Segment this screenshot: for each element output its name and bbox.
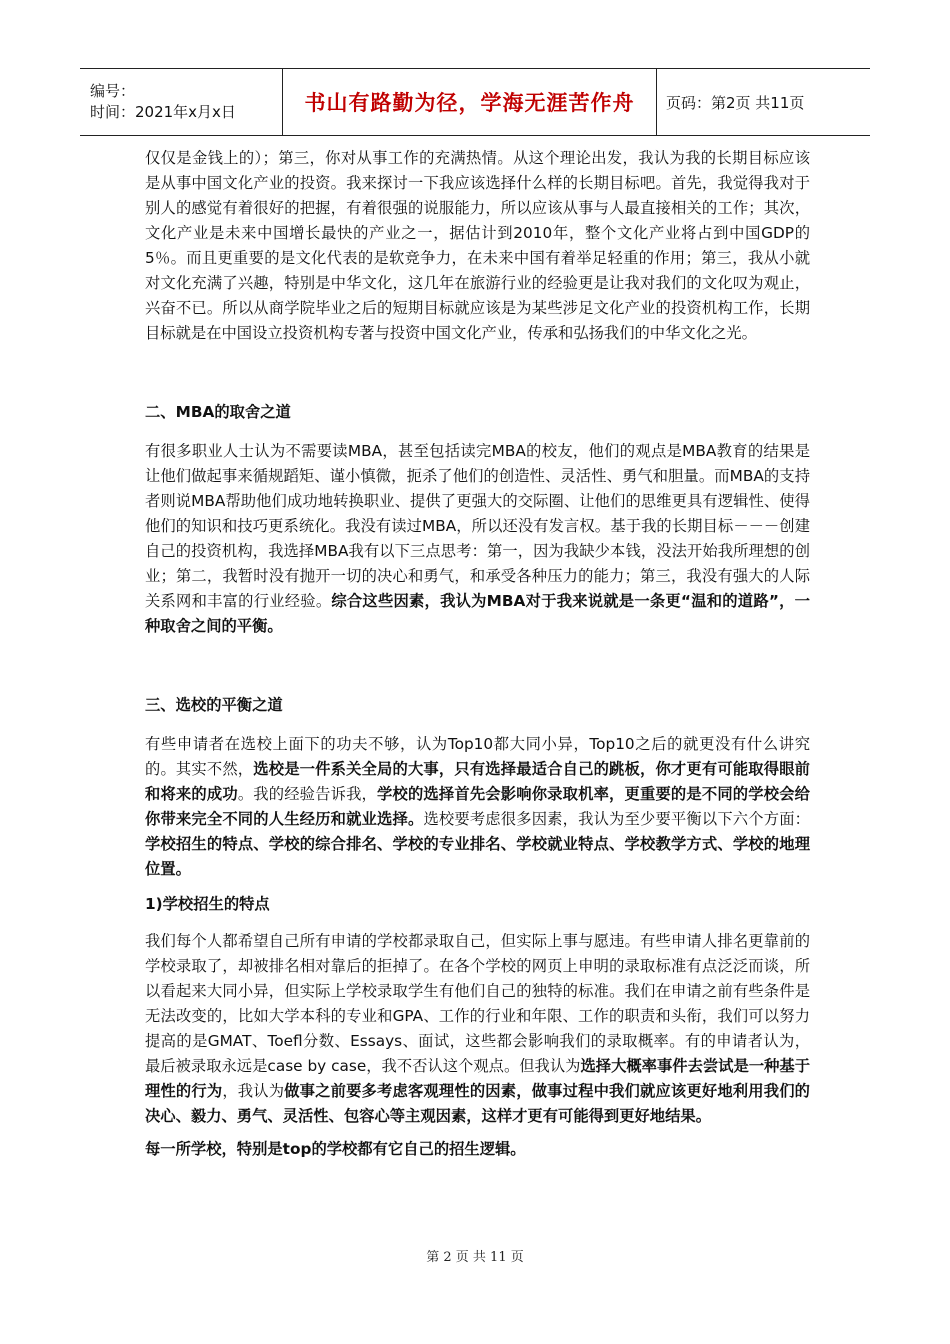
document-number-label: 编号： xyxy=(90,82,136,100)
section-spacer xyxy=(145,346,810,394)
paragraph-text: 。我的经验告诉我， xyxy=(237,785,378,803)
document-body xyxy=(145,146,810,1162)
body-paragraph-bold xyxy=(145,1137,810,1162)
subsection-heading: 1)学校招生的特点 xyxy=(145,895,270,913)
paragraph-text: 选校要考虑很多因素，我认为至少要平衡以下六个方面： xyxy=(423,810,810,828)
paragraph-text: 我们每个人都希望自己所有申请的学校都录取自己，但实际上事与愿违。有些申请人排名更靠前的学校录取了，却被排名相对靠后的拒掉了。在各个学校的网页上申明的录取标准有点泛泛而谈，所以看起来大同小异，但实际上学校录取学生有他们自己的独特的标准。我们在申请之前有些条件是无法改变的，比如大学本科的专业和GPA、工作的行业和年限、工作的职责和头衔，我们可以努力提高的是GMAT、Toefl分数、Essays、面试，这些都会影响我们的录取概率。有的申请者认为，最后被录取永远是case by case，我不否认这个观点。但我认为 xyxy=(145,932,810,1075)
header-page-label: 页码：第2页 共11页 xyxy=(666,93,805,112)
emphasis-text: 选择大概率事件去尝试是一种基于理性的行为 xyxy=(145,1057,810,1100)
body-paragraph xyxy=(145,929,810,1129)
emphasis-text: 选校是一件系关全局的大事，只有选择最适合自己的跳板，你才更有可能取得眼前和将来的成功 xyxy=(145,760,810,803)
body-paragraph: 仅仅是金钱上的）；第三，你对从事工作的充满热情。从这个理论出发，我认为我的长期目标应该是从事中国文化产业的投资。我来探讨一下我应该选择什么样的长期目标吧。首先，我觉得我对于别人的感觉有着很好的把握，有着很强的说服能力，所以应该从事与人最直接相关的工作；其次，文化产业是未来中国增长最快的产业之一，据估计到2010年，整个文化产业将占到中国GDP的5％。而且更重要的是文化代表的是软竞争力，在未来中国有着举足轻重的作用；第三，我从小就对文化充满了兴趣，特别是中华文化，这几年在旅游行业的经验更是让我对我们的文化叹为观止，兴奋不已。所以从商学院毕业之后的短期目标就应该是为某些涉足文化产业的投资机构工作，长期目标就是在中国设立投资机构专著与投资中国文化产业，传承和弘扬我们的中华文化之光。 xyxy=(145,149,810,342)
header-page-cell xyxy=(657,69,870,135)
document-time-label: 时间：2021年x月x日 xyxy=(90,103,236,121)
emphasis-text: 做事之前要多考虑客观理性的因素，做事过程中我们就应该更好地利用我们的决心、毅力、勇气、灵活性、包容心等主观因素，这样才更有可能得到更好地结果。 xyxy=(145,1082,810,1125)
header-motto: 书山有路勤为径，学海无涯苦作舟 xyxy=(304,90,635,115)
paragraph-text: 有很多职业人士认为不需要读MBA，甚至包括读完MBA的校友，他们的观点是MBA教育的结果是让他们做起事来循规蹈矩、谨小慎微，扼杀了他们的创造性、灵活性、勇气和胆量。而MBA的支持者则说MBA帮助他们成功地转换职业、提供了更强大的交际圈、让他们的思维更具有逻辑性、使得他们的知识和技巧更系统化。我没有读过MBA，所以还没有发言权。基于我的长期目标－－－创建自己的投资机构，我选择MBA我有以下三点思考：第一，因为我缺少本钱，没法开始我所理想的创业；第二，我暂时没有抛开一切的决心和勇气，和承受各种压力的能力；第三，我没有强大的人际关系网和丰富的行业经验。 xyxy=(145,442,810,610)
section-heading: 二、MBA的取舍之道 xyxy=(145,403,291,421)
header-motto-cell xyxy=(283,69,657,135)
emphasis-text: 学校招生的特点、学校的综合排名、学校的专业排名、学校就业特点、学校教学方式、学校的地理位置。 xyxy=(145,835,810,878)
emphasis-text: 每一所学校，特别是top的学校都有它自己的招生逻辑。 xyxy=(145,1140,526,1158)
section-heading: 三、选校的平衡之道 xyxy=(145,696,283,714)
body-paragraph xyxy=(145,439,810,639)
header-meta xyxy=(80,69,283,135)
paragraph-text: 有些申请者在选校上面下的功夫不够，认为Top10都大同小异，Top10之后的就更没有什么讲究的。其实不然， xyxy=(145,735,810,778)
body-paragraph xyxy=(145,732,810,882)
page-header xyxy=(80,68,870,136)
page-footer: 第 2 页 共 11 页 xyxy=(426,1250,524,1265)
emphasis-text: 学校的选择首先会影响你录取机率，更重要的是不同的学校会给你带来完全不同的人生经历和就业选择。 xyxy=(145,785,810,828)
paragraph-text: ，我认为 xyxy=(222,1082,285,1100)
section-spacer xyxy=(145,639,810,687)
emphasis-text: 综合这些因素，我认为MBA对于我来说就是一条更“温和的道路”，一种取舍之间的平衡。 xyxy=(145,592,810,635)
